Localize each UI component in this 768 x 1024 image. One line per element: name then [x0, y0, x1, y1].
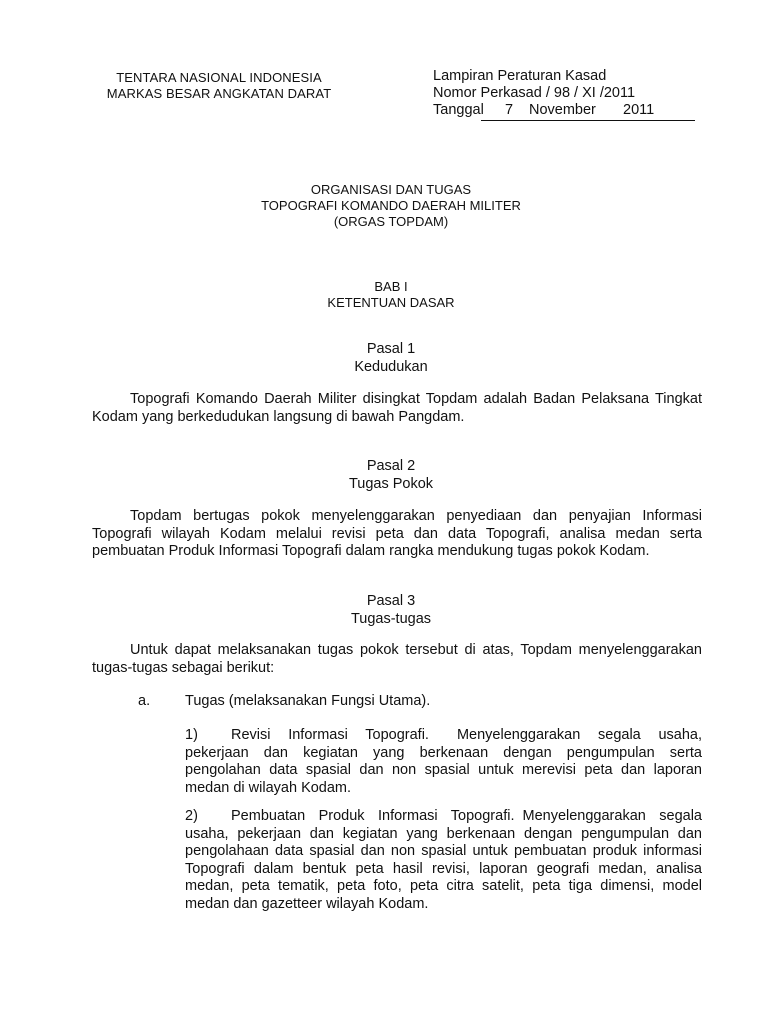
- regulation-number: Nomor Perkasad / 98 / XI /2011: [433, 85, 636, 101]
- article-1-heading: [80, 340, 702, 376]
- sub-item-1-number: 1): [185, 727, 198, 743]
- title-line-2: TOPOGRAFI KOMANDO DAERAH MILITER: [261, 198, 521, 213]
- article-3-intro: Untuk dapat melaksanakan tugas pokok tersebut di atas, Topdam menyelenggarakan tugas-tugas sebagai berikut:: [92, 642, 702, 676]
- organization-header: [90, 70, 348, 102]
- article-1-body: Topografi Komando Daerah Militer disingkat Topdam adalah Badan Pelaksana Tingkat Kodam yang berkedudukan langsung di bawah Pangdam.: [92, 391, 702, 425]
- organization-name: TENTARA NASIONAL INDONESIA: [116, 70, 322, 85]
- article-2-number: Pasal 2: [366, 458, 416, 474]
- date-underline: [481, 120, 695, 121]
- sub-item-1: [185, 727, 702, 797]
- chapter-name: KETENTUAN DASAR: [327, 295, 455, 310]
- article-3-title: Tugas-tugas: [350, 611, 432, 627]
- article-3-heading: [80, 592, 702, 628]
- attachment-label: Lampiran Peraturan Kasad: [433, 68, 607, 84]
- article-1-number: Pasal 1: [366, 341, 416, 357]
- sub-item-1-body: Menyelenggarakan segala usaha, pekerjaan dan kegiatan yang berkenaan dengan pengumpulan serta pengolahan data spasial dan non spasial untuk merevisi peta dan laporan medan di wilayah Kodam.: [185, 727, 702, 796]
- sub-item-2: [185, 808, 702, 913]
- sub-item-1-heading: Revisi Informasi Topografi.: [231, 727, 429, 743]
- date-label: Tanggal: [433, 102, 484, 118]
- headquarters-name: MARKAS BESAR ANGKATAN DARAT: [106, 86, 332, 101]
- date-day: 7: [505, 102, 514, 118]
- article-2-body: Topdam bertugas pokok menyelenggarakan penyediaan dan penyajian Informasi Topografi wilayah Kodam melalui revisi peta dan data Topografi, analisa medan serta pembuatan Produk Informasi Topografi dalam rangka mendukung tugas pokok Kodam.: [92, 508, 702, 559]
- article-1-title: Kedudukan: [354, 359, 428, 375]
- document-title: [80, 182, 702, 230]
- sub-item-2-body: Menyelenggarakan segala usaha, pekerjaan dan kegiatan yang berkenaan dengan pengumpulan dan pengolahaan data spasial dan non spasial untuk pembuatan produk informasi Topografi dalam bentuk peta hasil revisi, laporan geografi medan, analisa medan, peta tematik, peta foto, peta citra satelit, peta tiga dimensi, model medan dan gazetteer wilayah Kodam.: [185, 808, 702, 912]
- regulation-reference: [433, 68, 695, 119]
- title-line-1: ORGANISASI DAN TUGAS: [310, 182, 472, 197]
- list-item-a-letter: a.: [138, 693, 151, 709]
- sub-item-2-number: 2): [185, 808, 198, 824]
- chapter-number: BAB I: [374, 279, 408, 294]
- chapter-heading: [80, 279, 702, 311]
- article-2-heading: [80, 457, 702, 493]
- date-year: 2011: [623, 102, 655, 118]
- title-line-3: (ORGAS TOPDAM): [333, 214, 449, 229]
- article-2-title: Tugas Pokok: [348, 476, 434, 492]
- list-item-a-text: Tugas (melaksanakan Fungsi Utama).: [185, 693, 431, 709]
- sub-item-2-heading: Pembuatan Produk Informasi Topografi.: [231, 808, 515, 824]
- article-3-number: Pasal 3: [366, 593, 416, 609]
- regulation-date: [433, 102, 695, 119]
- date-month: November: [529, 102, 596, 118]
